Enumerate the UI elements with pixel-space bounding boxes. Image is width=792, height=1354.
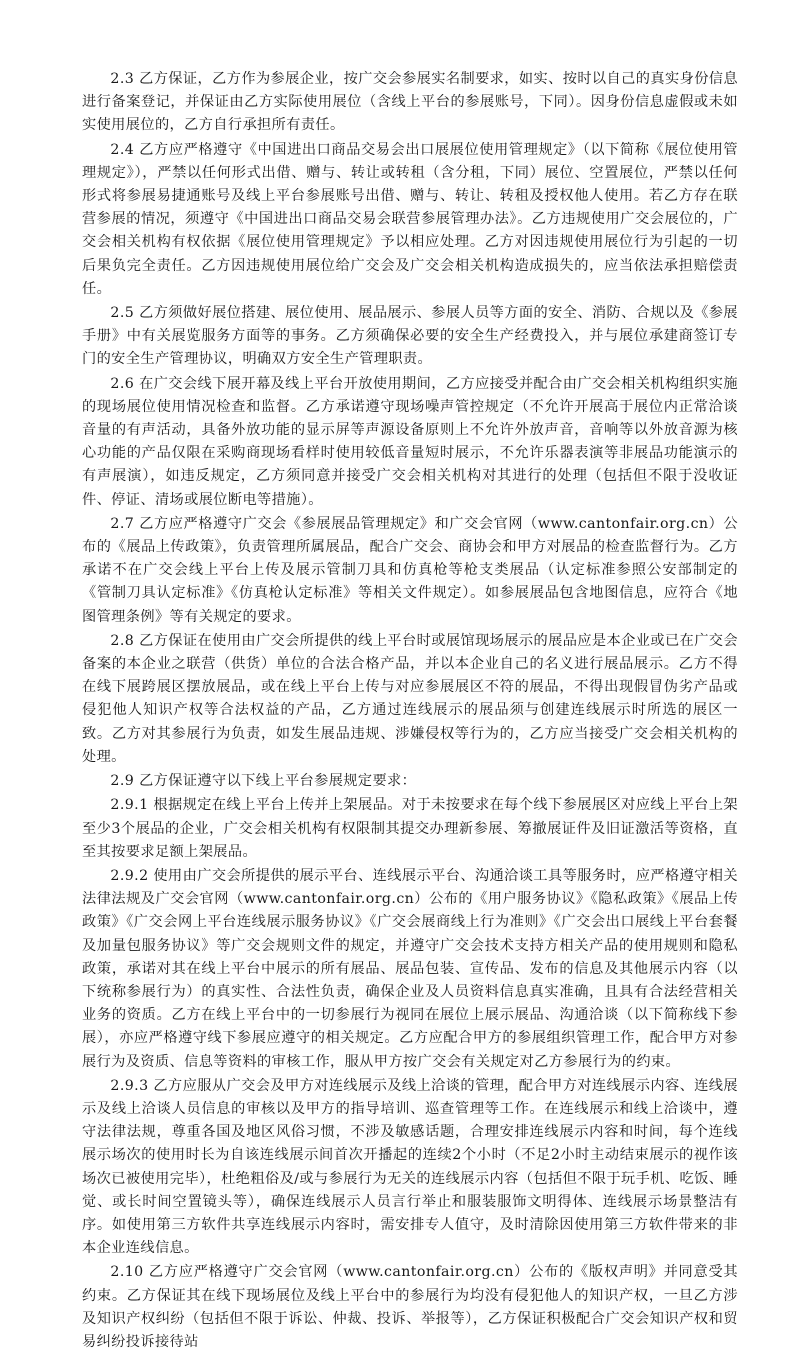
clause-2-9-2: 2.9.2 使用由广交会所提供的展示平台、连线展示平台、沟通洽谈工具等服务时，应严格遵守相关法律法规及广交会官网（www.cantonfair.org.cn）公布的《用户服务协议》《隐私政策》《展品上传政策》《广交会网上平台连线展示服务协议》《广交会展商线上行为准则》《广交会出口展线上平台套餐及加量包服务协议》等广交会规则文件的规定，并遵守广交会技术支持方相关产品的使用规则和隐私政策，承诺对其在线上平台中展示的所有展品、展品包装、宣传品、发布的信息及其他展示内容（以下统称参展行为）的真实性、合法性负责，确保企业及人员资料信息真实准确，且具有合法经营相关业务的资质。乙方在线上平台中的一切参展行为视同在展位上展示展品、沟通洽谈（以下简称线下参展），亦应严格遵守线下参展应遵守的相关规定。乙方应配合甲方的参展组织管理工作，配合甲方对参展行为及资质、信息等资料的审核工作，服从甲方按广交会有关规定对乙方参展行为的约束。 [82, 867, 738, 1070]
clause-2-6: 2.6 在广交会线下展开幕及线上平台开放使用期间，乙方应接受并配合由广交会相关机构组织实施的现场展位使用情况检查和监督。乙方承诺遵守现场噪声管控规定（不允许开展高于展位内正常洽谈音量的有声活动，具备外放功能的显示屏等声源设备原则上不允许外放声音，音响等以外放音源为核心功能的产品仅限在采购商现场看样时使用较低音量短时展示，不允许乐器表演等非展品功能演示的有声展演），如违反规定，乙方须同意并接受广交会相关机构对其进行的处理（包括但不限于没收证件、停证、清场或展位断电等措施）。 [82, 375, 738, 508]
clause-2-3: 2.3 乙方保证，乙方作为参展企业，按广交会参展实名制要求，如实、按时以自己的真实身份信息进行备案登记，并保证由乙方实际使用展位（含线上平台的参展账号，下同）。因身份信息虚假或未如实使用展位的，乙方自行承担所有责任。 [82, 71, 738, 134]
clause-2-10: 2.10 乙方应严格遵守广交会官网（www.cantonfair.org.cn）公布的《版权声明》并同意受其约束。乙方保证其在线下现场展位及线上平台中的参展行为均没有侵犯他人的知识产权，一旦乙方涉及知识产权纠纷（包括但不限于诉讼、仲裁、投诉、举报等），乙方保证积极配合广交会知识产权和贸易纠纷投诉接待站 [82, 1264, 738, 1350]
clause-2-7: 2.7 乙方应严格遵守广交会《参展展品管理规定》和广交会官网（www.cantonfair.org.cn）公布的《展品上传政策》，负责管理所属展品，配合广交会、商协会和甲方对展品的检查监督行为。乙方承诺不在广交会线上平台上传及展示管制刀具和仿真枪等枪支类展品（认定标准参照公安部制定的《管制刀具认定标准》《仿真枪认定标准》等相关文件规定）。如参展展品包含地图信息，应符合《地图管理条例》等有关规定的要求。 [82, 515, 738, 625]
clause-2-5: 2.5 乙方须做好展位搭建、展位使用、展品展示、参展人员等方面的安全、消防、合规以及《参展手册》中有关展览服务方面等的事务。乙方须确保必要的安全生产经费投入，并与展位承建商签订专门的安全生产管理协议，明确双方安全生产管理职责。 [82, 305, 738, 368]
clause-2-9-3: 2.9.3 乙方应服从广交会及甲方对连线展示及线上洽谈的管理，配合甲方对连线展示内容、连线展示及线上洽谈人员信息的审核以及甲方的指导培训、巡查管理等工作。在连线展示和线上洽谈中，遵守法律法规，尊重各国及地区风俗习惯，不涉及敏感话题，合理安排连线展示内容和时间，每个连线展示场次的使用时长为自该连线展示间首次开播起的连续2个小时（不足2小时主动结束展示的视作该场次已被使用完毕），杜绝粗俗及/或与参展行为无关的连线展示内容（包括但不限于玩手机、吃饭、睡觉、或长时间空置镜头等），确保连线展示人员言行举止和服装服饰文明得体、连线展示场景整洁有序。如使用第三方软件共享连线展示内容时，需安排专人值守，及时清除因使用第三方软件带来的非本企业连线信息。 [82, 1077, 738, 1257]
clause-2-9-1: 2.9.1 根据规定在线上平台上传并上架展品。对于未按要求在每个线下参展展区对应线上平台上架至少3个展品的企业，广交会相关机构有权限制其提交办理新参展、筹撤展证件及旧证激活等资格，直至其按要求足额上架展品。 [82, 797, 738, 860]
clause-2-9: 2.9 乙方保证遵守以下线上平台参展规定要求： [110, 773, 417, 790]
clause-2-4: 2.4 乙方应严格遵守《中国进出口商品交易会出口展展位使用管理规定》（以下简称《展位使用管理规定》），严禁以任何形式出借、赠与、转让或转租（含分租，下同）展位、空置展位，严禁以任何形式将参展易捷通账号及线上平台参展账号出借、赠与、转让、转租及授权他人使用。若乙方存在联营参展的情况，须遵守《中国进出口商品交易会联营参展管理办法》。乙方违规使用广交会展位的，广交会相关机构有权依据《展位使用管理规定》予以相应处理。乙方对因违规使用展位行为引起的一切后果负完全责任。乙方因违规使用展位给广交会及广交会相关机构造成损失的，应当依法承担赔偿责任。 [82, 141, 738, 297]
clause-2-8: 2.8 乙方保证在使用由广交会所提供的线上平台时或展馆现场展示的展品应是本企业或已在广交会备案的本企业之联营（供货）单位的合法合格产品，并以本企业自己的名义进行展品展示。乙方不得在线下展跨展区摆放展品，或在线上平台上传与对应参展展区不符的展品，不得出现假冒伪劣产品或侵犯他人知识产权等合法权益的产品，乙方通过连线展示的展品须与创建连线展示时所选的展区一致。乙方对其参展行为负责，如发生展品违规、涉嫌侵权等行为的，乙方应当接受广交会相关机构的处理。 [82, 632, 738, 765]
